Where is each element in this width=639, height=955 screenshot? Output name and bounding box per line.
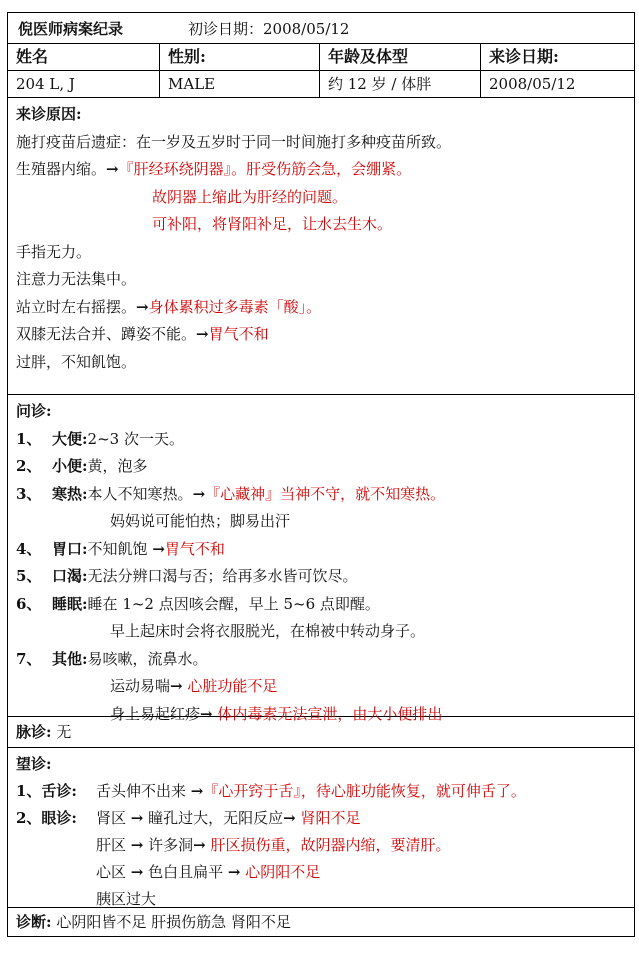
item-text: 2~3 次一天。: [87, 429, 184, 448]
inquiry-extra: 早上起床时会将衣服脱光，在棉被中转动身子。: [110, 622, 426, 640]
name-value: 204 L, J: [8, 71, 160, 97]
reason-text: 站立时左右摇摆。: [16, 297, 137, 316]
diagnosis-section: [8, 908, 634, 936]
item-number: 6、: [16, 594, 42, 613]
reason-text: 生殖器内缩。: [16, 160, 107, 178]
tongue-label: 1、舌诊:: [16, 782, 77, 800]
arrow-icon: →: [130, 836, 144, 854]
inquiry-section: [8, 395, 634, 723]
eye-line: [16, 805, 634, 832]
inquiry-item: [16, 591, 634, 619]
item-text: 身上易起红疹: [110, 704, 201, 723]
pulse-text: 无: [56, 723, 72, 741]
arrow-icon: →: [106, 160, 119, 178]
reason-note: 可补阳，将肾阳补足，让水去生木。: [152, 215, 393, 233]
visit-reason-section: [8, 98, 634, 395]
age-label: 年龄及体型: [320, 44, 481, 70]
diagnosis-text: 心阴阳皆不足 肝损伤筋急 肾阳不足: [56, 913, 291, 931]
reason-note: 『肝经环绕阴器』。肝受伤筋会急，会绷紧。: [118, 160, 412, 178]
age-value: 约 12 岁 / 体胖: [320, 71, 481, 97]
item-note: 『心藏神』当神不守，就不知寒热。: [205, 484, 446, 503]
reason-line: 注意力无法集中。: [16, 270, 137, 288]
zone-note: 肾阳不足: [295, 809, 361, 827]
item-text: 易咳嗽，流鼻水。: [87, 649, 208, 668]
inquiry-item: [16, 536, 634, 564]
arrow-icon: →: [192, 484, 206, 503]
inquiry-item: [16, 646, 634, 674]
arrow-icon: →: [170, 677, 183, 695]
sex-label: 性别:: [160, 44, 320, 70]
reason-heading: 来诊原因:: [16, 105, 82, 123]
reason-note: 胃气不和: [208, 325, 269, 343]
inquiry-heading: 问诊:: [16, 402, 52, 420]
arrow-icon: →: [130, 863, 144, 881]
item-text: 不知飢饱: [87, 539, 153, 558]
item-number: 3、: [16, 484, 42, 503]
name-label: 姓名: [8, 44, 160, 70]
reason-line: 手指无力。: [16, 242, 92, 261]
reason-note: 故阴器上缩此为肝经的问题。: [152, 187, 348, 206]
item-text: 睡在 1~2 点因咳会醒，早上 5~6 点即醒。: [87, 594, 380, 613]
reason-line: 施打疫苗后遗症：在一岁及五岁时于同一时间施打多种疫苗所致。: [16, 132, 452, 151]
first-visit-date: 初诊日期：2008/05/12: [188, 19, 350, 38]
arrow-icon: →: [193, 836, 206, 854]
zone-name: 肾区: [96, 809, 131, 827]
observation-heading: 望诊:: [16, 755, 52, 773]
zone-text: 色白且扁平: [143, 863, 228, 881]
item-note: 心脏功能不足: [187, 677, 278, 695]
inquiry-item: [16, 426, 634, 454]
reason-line: [16, 294, 634, 322]
reason-line: 过胖，不知飢饱。: [16, 352, 137, 371]
item-text: 无法分辨口渴与否；给再多水皆可饮尽。: [87, 567, 358, 585]
arrow-icon: →: [130, 809, 144, 827]
item-number: 2、: [16, 457, 42, 475]
inquiry-extra: [16, 673, 634, 701]
arrow-icon: →: [283, 809, 296, 827]
tongue-line: [16, 778, 634, 805]
item-label: 寒热:: [52, 484, 88, 503]
reason-line: [16, 156, 634, 184]
diagnosis-label: 诊断:: [16, 913, 52, 931]
item-label: 大便:: [52, 429, 88, 448]
pulse-label: 脉诊:: [16, 723, 52, 741]
item-text: 运动易喘: [110, 677, 171, 695]
arrow-icon: →: [196, 325, 209, 343]
item-label: 胃口:: [52, 539, 88, 558]
item-label: 小便:: [52, 457, 88, 475]
eye-line: [16, 832, 634, 859]
arrow-icon: →: [227, 863, 241, 881]
item-label: 其他:: [52, 649, 88, 668]
zone-text: 许多洞: [143, 836, 194, 854]
eye-line: [16, 859, 634, 886]
record-title: 倪医师病案纪录: [18, 19, 124, 38]
item-note: 体内毒素无法宣泄，由大小便排出: [217, 704, 443, 723]
tongue-text: 舌头伸不出来: [96, 782, 191, 800]
item-number: 1、: [16, 429, 42, 448]
arrow-icon: →: [200, 704, 213, 723]
zone-note: 心阴阳不足: [240, 863, 321, 881]
item-number: 5、: [16, 567, 42, 585]
zone-note: 肝区损伤重，故阴器内缩，要清肝。: [205, 836, 451, 854]
tongue-note: 『心开窍于舌』，待心脏功能恢复，就可伸舌了。: [203, 782, 526, 800]
eye-line: 胰区过大: [96, 890, 157, 908]
visit-date-label: 来诊日期:: [489, 47, 559, 66]
item-label: 睡眠:: [52, 594, 88, 613]
item-note: 胃气不和: [164, 539, 225, 558]
record-header: [8, 13, 634, 44]
case-record-sheet: [7, 12, 635, 937]
zone-name: 肝区: [96, 836, 131, 854]
inquiry-item: [16, 453, 634, 481]
item-number: 7、: [16, 649, 42, 668]
reason-note: 身体累积过多毒素「酸」。: [148, 297, 322, 316]
item-text: 黄，泡多: [87, 457, 148, 475]
reason-line: [16, 321, 634, 349]
reason-text: 双膝无法合并、蹲姿不能。: [16, 325, 197, 343]
item-text: 本人不知寒热。: [87, 484, 193, 503]
inquiry-extra: 妈妈说可能怕热；脚易出汗: [110, 512, 291, 530]
sex-value: MALE: [160, 71, 320, 97]
observation-section: [8, 748, 634, 908]
arrow-icon: →: [152, 539, 165, 558]
inquiry-item: [16, 481, 634, 509]
inquiry-item: [16, 563, 634, 591]
zone-name: 心区: [96, 863, 131, 881]
arrow-icon: →: [190, 782, 204, 800]
info-label-row: [8, 44, 634, 71]
arrow-icon: →: [136, 297, 149, 316]
info-value-row: [8, 71, 634, 98]
visit-date-value: 2008/05/12: [489, 75, 576, 93]
item-number: 4、: [16, 539, 42, 558]
zone-text: 瞳孔过大，无阳反应: [143, 809, 284, 827]
item-label: 口渴:: [52, 567, 88, 585]
eye-label: 2、眼诊:: [16, 809, 77, 827]
